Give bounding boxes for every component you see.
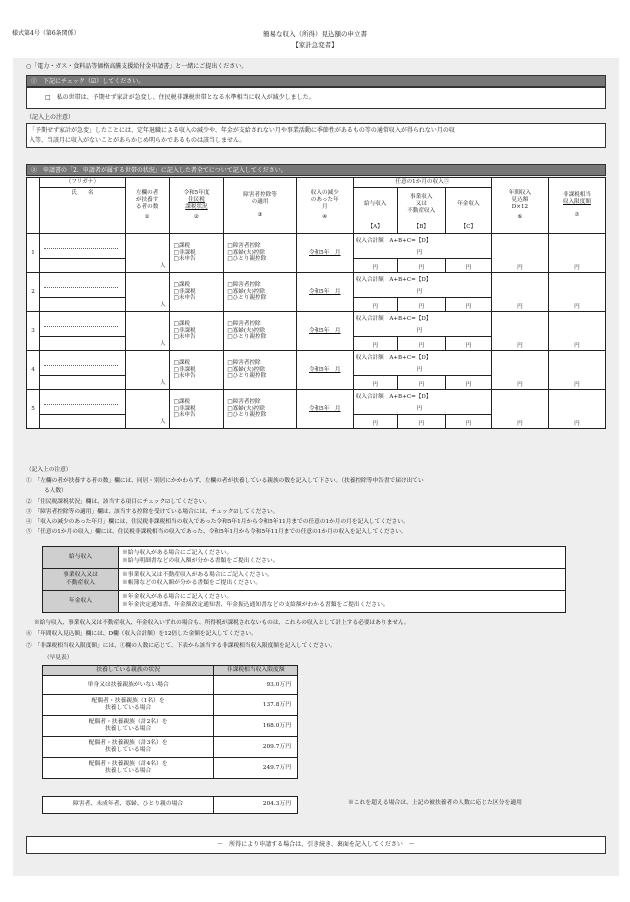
limit-key: 配偶者・扶養親族（計3名）を 扶養している場合 xyxy=(43,737,214,758)
sum-yen: 円 xyxy=(353,406,491,415)
limit-table xyxy=(42,665,298,779)
kafu-checkbox[interactable]: □寡婦(夫)控除 xyxy=(227,288,265,295)
kyuyo-cell[interactable]: 円 xyxy=(353,298,397,312)
note-kome: ※給与収入、事業収入又は不動産収入、年金収入いずれの場合も、所得税が課税されないものは、これらの収入として計上する必要はありません。 xyxy=(34,620,410,626)
section2-bar: ② 申請書の「2．申請者が属する世帯の状況」に記入した者全てについて記入してください。 xyxy=(26,164,606,176)
household-row xyxy=(27,234,606,250)
kazei-checkbox[interactable]: □課税 xyxy=(173,242,191,249)
sum-cell[interactable]: 収入合計額 A+B+C=【D】 xyxy=(353,351,491,367)
kazei-checkbox[interactable]: □課税 xyxy=(173,281,191,288)
name-cell[interactable] xyxy=(40,234,126,259)
koujo-cell xyxy=(224,390,296,429)
income-type-note: ※年金決定通知書、年金額改定通知書、年金振込通知書などの支給額がわかる書類をご提出ください。 xyxy=(122,601,389,608)
sum-cell[interactable]: 収入合計額 A+B+C=【D】 xyxy=(353,273,491,289)
fuyou-count-cell[interactable] xyxy=(125,351,169,390)
unit-label: 人 xyxy=(159,263,166,270)
limit-row xyxy=(43,737,298,758)
limit-key: 配偶者・扶養親族（計2名）を 扶養している場合 xyxy=(43,716,214,737)
form-title: 簡易な収入（所得）見込額の申立書 xyxy=(263,30,367,38)
jigyo-cell[interactable]: 円 xyxy=(397,376,445,390)
limit-cell[interactable]: 円 xyxy=(548,234,605,273)
unit-label: 人 xyxy=(159,341,166,348)
kazei-cell xyxy=(169,273,224,312)
row-number: 4 xyxy=(27,351,40,390)
income-type-note: ※帳簿などの収入額が分かる書類をご提出ください。 xyxy=(122,579,262,586)
annual-cell[interactable]: 円 xyxy=(491,312,548,351)
row-number: 5 xyxy=(27,390,40,429)
fuyou-count-cell[interactable] xyxy=(125,390,169,429)
income-type-note: ※給与明細書などの収入額が分かる書類をご提出ください。 xyxy=(122,557,279,564)
mishinkoku-checkbox[interactable]: □未申告 xyxy=(173,334,196,341)
limit-row xyxy=(43,676,298,695)
household-table xyxy=(26,177,606,429)
month-cell[interactable]: 令和5年 月 xyxy=(296,273,353,312)
limit-value: 168.0万円 xyxy=(214,716,298,737)
unit-label: 人 xyxy=(159,380,166,387)
note1-line2: 入等、当該月に収入がないことがあらかじめ明らかであるものは該当しません。 xyxy=(29,137,246,144)
name-cell[interactable] xyxy=(40,273,126,298)
mishinkoku-checkbox[interactable]: □未申告 xyxy=(173,256,196,263)
jigyo-cell[interactable]: 円 xyxy=(397,415,445,429)
sum-yen: 円 xyxy=(353,367,491,376)
note-annual: ⑥ 「年間収入見込額」欄には、D欄（収入合計額）を12倍した金額を記入してください。 xyxy=(26,631,257,637)
unit-cell xyxy=(40,376,126,390)
limit-header: 非課税相当 収入限度額 ⑦ xyxy=(548,178,605,234)
limit-special-key: 障害者、未成年者、寡婦、ひとり親の場合 xyxy=(43,797,214,814)
limit-key: 単身又は扶養親族がいない場合 xyxy=(43,676,214,695)
note-limit: ⑦ 「非課税相当収入限度額」には、①欄の人数に応じて、下表から該当する非課税相当収入限度額を記入してください。 xyxy=(26,643,336,649)
hikazei-checkbox[interactable]: □非課税 xyxy=(173,249,196,256)
form-number: 様式第4号（第6条関係） xyxy=(12,30,80,37)
household-row xyxy=(27,312,606,328)
hikazei-checkbox[interactable]: □非課税 xyxy=(173,405,196,412)
kazei-checkbox[interactable]: □課税 xyxy=(173,359,191,366)
note-fuyou-cont: る人数） xyxy=(44,488,67,494)
intro-text: ○「電力・ガス・食料品等価格高騰支援給付金申請書」と一緒にご提出ください。 xyxy=(26,63,248,70)
shougai-checkbox[interactable]: □障害者控除 xyxy=(227,398,261,405)
jigyo-cell[interactable]: 円 xyxy=(397,298,445,312)
section1-bar: ① 下記にチェック（☑）してください。 xyxy=(26,75,606,87)
shougai-checkbox[interactable]: □障害者控除 xyxy=(227,242,261,249)
note-kazei: ② 「住民税課税状況」欄は、該当する項目にチェック☑してください。 xyxy=(26,499,211,505)
hikazei-checkbox[interactable]: □非課税 xyxy=(173,327,196,334)
jigyo-cell[interactable]: 円 xyxy=(397,259,445,273)
annual-cell[interactable]: 円 xyxy=(491,390,548,429)
sum-cell[interactable]: 収入合計額 A+B+C=【D】 xyxy=(353,390,491,406)
household-row xyxy=(27,273,606,289)
nenkin-cell[interactable]: 円 xyxy=(445,376,491,390)
kazei-cell xyxy=(169,351,224,390)
income-header: 任意の1か月の収入⑤ xyxy=(353,178,491,188)
hitorioya-checkbox[interactable]: □ひとり親控除 xyxy=(227,412,267,419)
kafu-checkbox[interactable]: □寡婦(夫)控除 xyxy=(227,366,265,373)
income-type-note: ※事業収入又は不動産収入がある場合にご記入ください。 xyxy=(122,572,273,579)
limit-h2: 非課税相当収入限度額 xyxy=(214,666,298,676)
household-row xyxy=(27,351,606,367)
kyuyo-header: 給与収入 xyxy=(353,188,397,222)
col-c-label: 【C】 xyxy=(445,222,491,234)
kyuyo-cell[interactable]: 円 xyxy=(353,337,397,351)
note-month: ④ 「収入の減少のあった年月」欄には、住民税非課税相当の収入であった令和5年1月から令和5年11月までの任意の1か月の月を記入してください。 xyxy=(26,519,409,525)
note-income: ⑤ 「任意の1か月の収入」欄には、住民税非課税相当の収入であった、令和5年1月から令和5年11月までの任意の1か月の収入を記入してください。 xyxy=(26,529,407,535)
nenkin-header: 年金収入 xyxy=(445,188,491,222)
income-type-note: ※給与収入がある場合にご記入ください。 xyxy=(122,550,233,557)
name-cell[interactable] xyxy=(40,312,126,337)
row-number: 1 xyxy=(27,234,40,273)
month-cell[interactable]: 令和5年 月 xyxy=(296,234,353,273)
form-subtitle: 【家計急変者】 xyxy=(292,41,338,49)
koujo-header: 障害者控除等 の適用 ③ xyxy=(224,178,296,234)
limit-value: 137.8万円 xyxy=(214,695,298,716)
hikazei-checkbox[interactable]: □非課税 xyxy=(173,288,196,295)
koujo-cell xyxy=(224,351,296,390)
fuyou-count-cell[interactable] xyxy=(125,312,169,351)
kafu-checkbox[interactable]: □寡婦(夫)控除 xyxy=(227,327,265,334)
unit-cell xyxy=(40,415,126,429)
sum-yen: 円 xyxy=(353,328,491,337)
fuyou-count-cell[interactable] xyxy=(125,234,169,273)
nenkin-cell[interactable]: 円 xyxy=(445,298,491,312)
koujo-cell xyxy=(224,273,296,312)
note-fuyou: ① 「左欄の者が扶養する者の数」欄には、同居・別居にかかわらず、左欄の者が扶養している親族の数を記入して下さい。（扶養控除等申告書で届け出てい xyxy=(26,478,424,484)
jigyo-cell[interactable]: 円 xyxy=(397,337,445,351)
col-a-label: 【A】 xyxy=(353,222,397,234)
sum-yen: 円 xyxy=(353,289,491,298)
sum-cell[interactable]: 収入合計額 A+B+C=【D】 xyxy=(353,312,491,328)
month-cell[interactable]: 令和5年 月 xyxy=(296,390,353,429)
mishinkoku-checkbox[interactable]: □未申告 xyxy=(173,373,196,380)
note1-head: （記入上の注意） xyxy=(26,114,75,121)
hitorioya-checkbox[interactable]: □ひとり親控除 xyxy=(227,295,267,302)
furigana-header: （フリガナ） xyxy=(40,178,126,188)
hikazei-checkbox[interactable]: □非課税 xyxy=(173,366,196,373)
annual-cell[interactable]: 円 xyxy=(491,351,548,390)
hitorioya-checkbox[interactable]: □ひとり親控除 xyxy=(227,256,267,263)
fuyou-count-cell[interactable] xyxy=(125,273,169,312)
mishinkoku-checkbox[interactable]: □未申告 xyxy=(173,412,196,419)
kafu-checkbox[interactable]: □寡婦(夫)控除 xyxy=(227,249,265,256)
kazei-cell xyxy=(169,234,224,273)
nenkin-cell[interactable]: 円 xyxy=(445,415,491,429)
limit-cell[interactable]: 円 xyxy=(548,351,605,390)
month-cell[interactable]: 令和5年 月 xyxy=(296,351,353,390)
koujo-cell xyxy=(224,234,296,273)
mishinkoku-checkbox[interactable]: □未申告 xyxy=(173,295,196,302)
nenkin-cell[interactable]: 円 xyxy=(445,337,491,351)
income-type-note: ※年金収入がある場合にご記入ください。 xyxy=(122,594,233,601)
unit-label: 人 xyxy=(159,419,166,426)
sum-yen: 円 xyxy=(353,250,491,259)
section1-box xyxy=(26,87,606,109)
month-header: 収入の減少 のあった年 月 ④ xyxy=(296,178,353,234)
unit-cell xyxy=(40,259,126,273)
kazei-checkbox[interactable]: □課税 xyxy=(173,398,191,405)
limit-cell[interactable]: 円 xyxy=(548,390,605,429)
col-b-label: 【B】 xyxy=(397,222,445,234)
shougai-checkbox[interactable]: □障害者控除 xyxy=(227,359,261,366)
kyuyo-cell[interactable]: 円 xyxy=(353,415,397,429)
unit-cell xyxy=(40,298,126,312)
kyuyo-cell[interactable]: 円 xyxy=(353,376,397,390)
row-number: 3 xyxy=(27,312,40,351)
limit-key: 配偶者・扶養親族（計4名）を 扶養している場合 xyxy=(43,758,214,779)
annual-cell[interactable]: 円 xyxy=(491,234,548,273)
limit-value: 93.0万円 xyxy=(214,676,298,695)
limit-key: 配偶者・扶養親族（1名）を 扶養している場合 xyxy=(43,695,214,716)
shougai-checkbox[interactable]: □障害者控除 xyxy=(227,320,261,327)
name-cell[interactable] xyxy=(40,390,126,415)
fuyou-header: 左欄の者 が扶養す る者の数 ① xyxy=(125,178,169,234)
note-koujo: ③ 「障害者控除等の適用」欄は、該当する控除を受けている場合には、チェック☑してください。 xyxy=(26,509,279,515)
jigyo-header: 事業収入 又は 不動産収入 xyxy=(397,188,445,222)
limit-h1: 扶養している親族の状況 xyxy=(43,666,214,676)
kazei-checkbox[interactable]: □課税 xyxy=(173,320,191,327)
notes2-head: （記入上の注意） xyxy=(26,467,72,473)
limit-value: 209.7万円 xyxy=(214,737,298,758)
annual-cell[interactable]: 円 xyxy=(491,273,548,312)
limit-cell[interactable]: 円 xyxy=(548,273,605,312)
note1-line1: 「予期せず家計が急変」したことには、定年退職による収入の減少や、年金が支給されない月や事業活動に季節性があるもの等の通常収入が得られない月の収 xyxy=(29,127,455,134)
kazei-header: 令和5年度 住民税 課税状況 ② xyxy=(169,178,224,234)
limit-row xyxy=(43,758,298,779)
annual-header: 年間収入 見込額 D×12 ⑥ xyxy=(491,178,548,234)
limit-row xyxy=(43,716,298,737)
hitorioya-checkbox[interactable]: □ひとり親控除 xyxy=(227,373,267,380)
limit-special-table xyxy=(42,796,298,814)
limit-value: 249.7万円 xyxy=(214,758,298,779)
kazei-cell xyxy=(169,312,224,351)
nenkin-cell[interactable]: 円 xyxy=(445,259,491,273)
unit-label: 人 xyxy=(159,302,166,309)
sum-cell[interactable]: 収入合計額 A+B+C=【D】 xyxy=(353,234,491,250)
limit-special-note: ※これを超える場合は、上記の被扶養者の人数に応じた区分を適用 xyxy=(348,800,522,806)
limit-cell[interactable]: 円 xyxy=(548,312,605,351)
limit-special-value: 204.3万円 xyxy=(214,797,298,814)
month-cell[interactable]: 令和5年 月 xyxy=(296,312,353,351)
unit-cell xyxy=(40,337,126,351)
note1-box xyxy=(26,123,606,148)
name-header: 氏 名 xyxy=(40,188,126,234)
koujo-cell xyxy=(224,312,296,351)
income-type-table xyxy=(42,546,566,613)
household-check[interactable]: □ 私の世帯は、予期せず家計が急変し、住民税非課税世帯となる水準相当に収入が減少しました。 xyxy=(45,94,315,101)
income-type-label: 事業収入又は 不動産収入 xyxy=(43,569,119,591)
income-type-label: 給与収入 xyxy=(43,547,119,569)
limit-row xyxy=(43,695,298,716)
kafu-checkbox[interactable]: □寡婦(夫)控除 xyxy=(227,405,265,412)
kyuyo-cell[interactable]: 円 xyxy=(353,259,397,273)
name-cell[interactable] xyxy=(40,351,126,376)
kazei-cell xyxy=(169,390,224,429)
household-row xyxy=(27,390,606,406)
income-type-label: 年金収入 xyxy=(43,591,119,613)
hayami-label: （早見表） xyxy=(44,655,73,661)
row-number: 2 xyxy=(27,273,40,312)
footer-banner: ～ 所得により申請する場合は、引き続き、裏面を記入してください ～ xyxy=(26,836,606,854)
hitorioya-checkbox[interactable]: □ひとり親控除 xyxy=(227,334,267,341)
shougai-checkbox[interactable]: □障害者控除 xyxy=(227,281,261,288)
